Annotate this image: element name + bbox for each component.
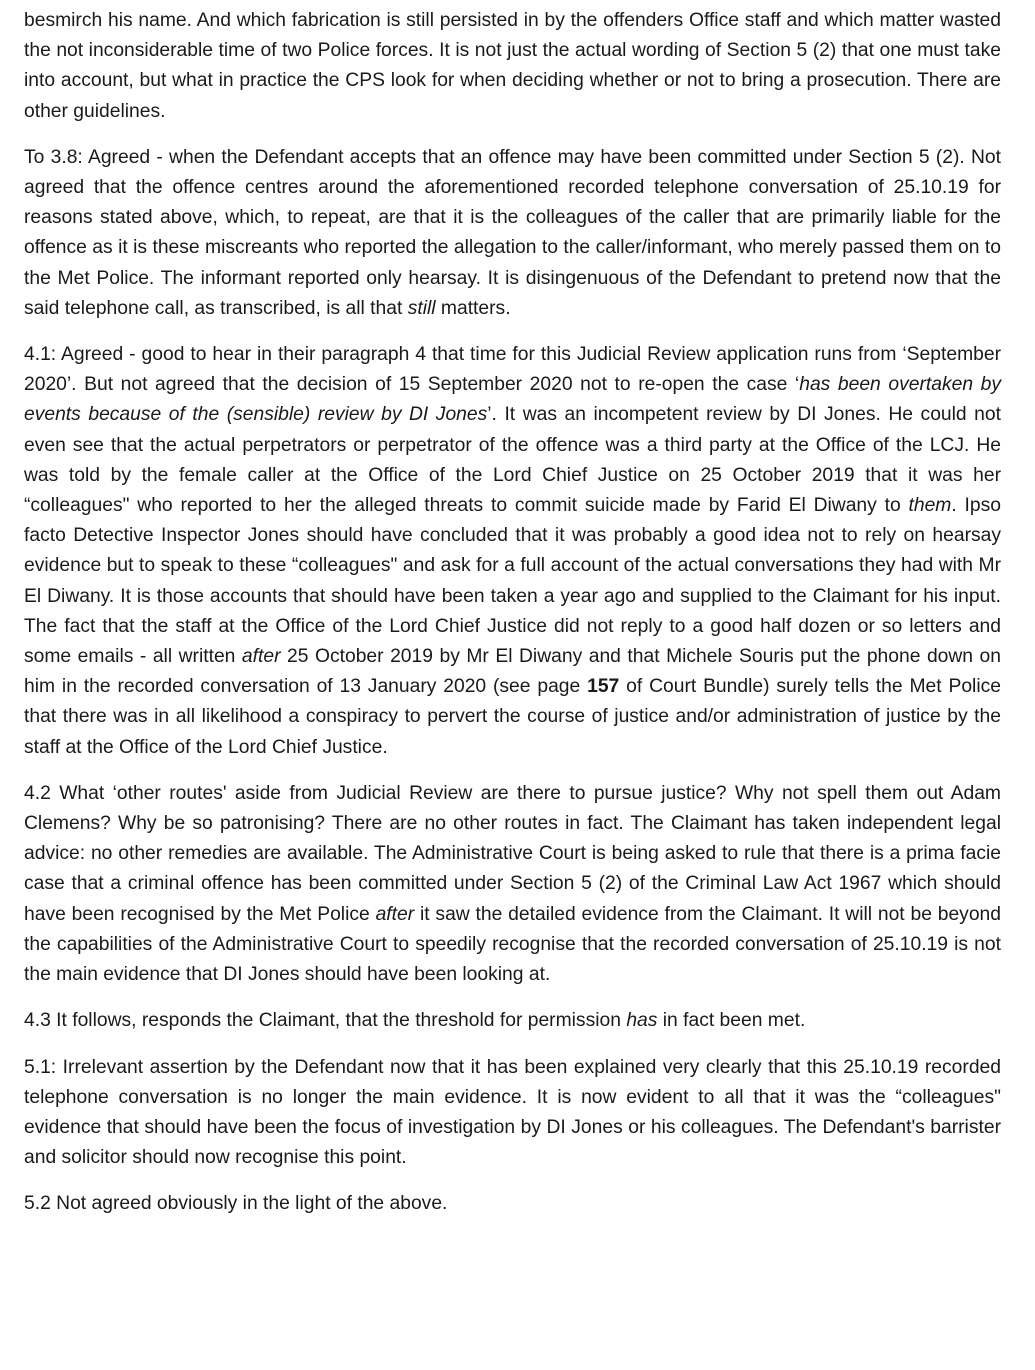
text-run: To 3.8: Agreed - when the Defendant accepts that an offence may have been committed under Section 5 (2). Not agreed that the offence centres around the aforementioned recorded telephone conversation of 25.10.19 for reasons stated above, which, to repeat, are that it is the colleagues of the caller that are primarily liable for the offence as it is these miscreants who reported the allegation to the caller/informant, who merely passed them on to the Met Police. The informant reported only hearsay. It is disingenuous of the Defendant to pretend now that the said telephone call, as transcribed, is all that — [24, 146, 1001, 319]
text-run: matters. — [435, 297, 511, 319]
text-run: 4.1: Agreed - good to hear in their paragraph 4 that time for this Judicial Review application runs from ‘September 2020’. But not agreed that the decision of 15 September 2020 not to re-open the case ‘ — [24, 344, 1001, 396]
italic-run: after — [375, 903, 415, 925]
paragraph-5-1 — [24, 1053, 1001, 1174]
paragraph-4-3 — [24, 1006, 1001, 1036]
text-run: 4.2 What ‘other routes' aside from Judicial Review are there to pursue justice? Why not spell them out Adam Clemens? Why be so patronising? There are no other routes in fact. The Claimant has taken independent legal advice: no other remedies are available. The Administrative Court is being asked to rule that there is a prima facie case that a criminal offence has been committed under Section 5 (2) of the Criminal Law Act 1967 which should have been recognised by the Met Police — [24, 782, 1001, 925]
text-run: of Court Bundle) surely tells the Met Police that there was in all likelihood a conspiracy to pervert the course of justice and/or administration of justice by the staff at the Office of the Lord Chief Justice. — [24, 676, 1001, 758]
text-run: 25 October 2019 by Mr El Diwany and that Michele Souris put the phone down on him in the recorded conversation of 13 January 2020 (see page — [24, 646, 1001, 698]
italic-run: has — [626, 1010, 658, 1032]
paragraph-intro — [24, 6, 1001, 127]
text-run: 4.3 It follows, responds the Claimant, that the threshold for permission — [24, 1010, 627, 1032]
italic-run: still — [407, 297, 436, 319]
paragraph-5-2 — [24, 1189, 1001, 1219]
paragraph-4-2 — [24, 779, 1001, 990]
paragraph-3-8 — [24, 143, 1001, 324]
text-run: besmirch his name. And which fabrication is still persisted in by the offenders Office staff and which matter wasted the not inconsiderable time of two Police forces. It is not just the actual wording of Section 5 (2) that one must take into account, but what in practice the CPS look for when deciding whether or not to bring a prosecution. There are other guidelines. — [24, 10, 1001, 122]
italic-run: has been overtaken by events because of the (sensible) review by DI Jones — [24, 374, 1001, 426]
text-run: 5.2 Not agreed obviously in the light of the above. — [24, 1193, 448, 1215]
text-run: it saw the detailed evidence from the Claimant. It will not be beyond the capabilities of the Administrative Court to speedily recognise that the recorded conversation of 25.10.19 is not the main evidence that DI Jones should have been looking at. — [24, 903, 1001, 986]
text-run: 5.1: Irrelevant assertion by the Defendant now that it has been explained very clearly that this 25.10.19 recorded telephone conversation is no longer the main evidence. It is now evident to all that it was the “colleagues" evidence that should have been the focus of investigation by DI Jones or his colleagues. The Defendant's barrister and solicitor should now recognise this point. — [24, 1056, 1001, 1169]
italic-run: them — [908, 495, 952, 517]
text-run: in fact been met. — [657, 1010, 806, 1032]
paragraph-4-1 — [24, 340, 1001, 763]
text-run: ’. It was an incompetent review by DI Jones. He could not even see that the actual perpetrators or perpetrator of the offence was a third party at the Office of the LCJ. He was told by the female caller at the Office of the Lord Chief Justice on 25 October 2019 that it was her “colleagues" who reported to her the alleged threats to commit suicide made by Farid El Diwany to — [24, 404, 1001, 517]
text-run: . Ipso facto Detective Inspector Jones should have concluded that it was probably a good idea not to rely on hearsay evidence but to speak to these “colleagues" and ask for a full account of the actual conversations they had with Mr El Diwany. It is those accounts that should have been taken a year ago and supplied to the Claimant for his input. The fact that the staff at the Office of the Lord Chief Justice did not reply to a good half dozen or so letters and some emails - all written — [24, 495, 1001, 668]
italic-run: after — [241, 646, 281, 668]
document-page — [24, 6, 1001, 1236]
bold-run: 157 — [587, 676, 620, 698]
